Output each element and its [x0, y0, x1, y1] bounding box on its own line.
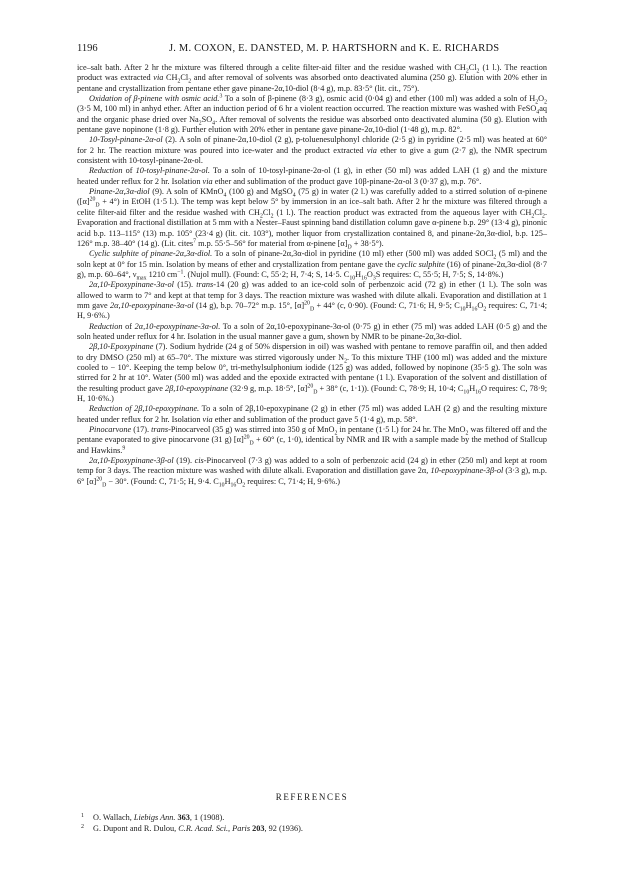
- text-run: requires: C, 71·4; H, 9·6%.): [77, 300, 547, 321]
- text-run: 4: [292, 192, 296, 199]
- text-run: cyclic sulphite: [397, 259, 445, 269]
- text-run: ice–salt bath. After 2 hr the mixture was filtered through a celite filter-aid filter and the residue washed with CH: [77, 63, 466, 72]
- text-run: + 38° (c, 1·1)). (Found: C, 78·9; H, 10·4; C: [317, 383, 464, 393]
- text-run: D: [95, 203, 100, 210]
- text-run: Pinocarvone: [89, 425, 132, 435]
- text-run: 2α,10-epoxypinane-3α-ol: [110, 300, 194, 310]
- text-run: + 44° (c, 0·90). (Found: C, 71·6; H, 9·5; C: [314, 300, 460, 310]
- paragraph: [77, 249, 547, 280]
- running-header: [77, 42, 547, 56]
- text-run: Liebigs Ann.: [133, 813, 176, 822]
- text-run: 2: [493, 254, 497, 261]
- paragraph: [77, 166, 547, 187]
- text-run: via: [202, 414, 213, 424]
- text-run: 2: [483, 306, 487, 313]
- text-run: 3: [372, 275, 376, 282]
- text-run: D: [309, 306, 315, 313]
- text-run: D: [313, 389, 318, 396]
- text-run: (7). Sodium hydride (24 g of 50% dispersion in oil) was washed with pentane to remove paraffin oil, and then added to dry DMSO (250 ml) at 65–70°. The mixture was stirred vigorously under N: [77, 342, 547, 362]
- text-run: 10-epoxypinane-3β-ol: [430, 466, 504, 476]
- text-run: 16: [471, 306, 478, 313]
- text-run: (2). A soln of pinane-2α,10-diol (2 g), p-toluenesulphonyl chloride (2·5 g) in pyridine (2·5 ml) was heated at 60° for 2 hr. The reaction mixture was poured into ice-water and the product extracted: [77, 135, 547, 155]
- text-run: . Evaporation and fractional distillation at 5 mm with a Nester–Faust spinning band distillation column gave α-pinene b.p. 29° (13·4 g), pinonic acid b.p. 113–115° (13) m.p. 105° (23·4 g) (lit. cit. 103°), mother liquor from crystallization contained 8, and pinane-2α,3α-diol, b.p. 125–126° m.p. 38–40° (14 g). (Lit. cites: [77, 207, 547, 248]
- text-run: 10: [459, 306, 466, 313]
- paragraph: [77, 63, 547, 94]
- text-run: requires: C, 71·4; H, 9·6%.): [245, 476, 341, 486]
- text-run: 1210 cm: [146, 269, 178, 279]
- text-run: . (Nujol mull). (Found: C, 55·2; H, 7·4; S, 14·5. C: [183, 269, 350, 279]
- text-run: Reduction: [89, 321, 123, 331]
- text-run: 2: [259, 213, 263, 220]
- text-run: via: [153, 73, 164, 83]
- text-run: -Pinocarveol (35 g) was stirred into 350 g of MnO: [168, 425, 335, 435]
- text-run: 2: [242, 482, 246, 489]
- text-run: -Pinocarveol (7·3 g) was added to a soln of perbenzoic acid (24 g) in ether (250 ml) and kept at room temp for 3 days. The reaction mixture was washed with dilute alkali. Evaporation and distillation gave 2α,: [77, 456, 547, 476]
- paragraph: [77, 425, 547, 456]
- text-run: Reduction of 2β,10-epoxypinane.: [89, 404, 200, 414]
- reference-number: 1: [81, 813, 84, 819]
- text-run: Pinane-2α,3α-diol: [89, 187, 150, 197]
- text-run: 10-tosyl-pinane-2α-ol.: [135, 166, 210, 176]
- paragraph: [77, 94, 547, 135]
- text-run: (32·9 g, m.p. 18·5°, [α]: [228, 383, 308, 393]
- text-run: H: [355, 269, 362, 279]
- text-run: 2: [465, 430, 469, 437]
- paragraph: [77, 342, 547, 404]
- text-run: (3·5 M, 100 ml) in anhyd ether. After an induction period of 6 hr a violent reaction occurred. The reaction mixture was washed with FeSO: [77, 104, 537, 114]
- text-run: 7: [193, 238, 197, 245]
- text-run: To a soln of 2β,10-epoxypinane (2 g) in ether (75 ml) was added LAH (2 g) and the resulting mixture heated under reflux for 2 hr. Isolation: [77, 404, 547, 424]
- text-run: 9: [122, 444, 126, 451]
- text-run: G. Dupont and R. Dulou,: [93, 824, 179, 833]
- text-run: Cl: [180, 73, 189, 83]
- references-heading: REFERENCES: [275, 792, 349, 802]
- text-run: 2β,10-Epoxypinane: [89, 342, 154, 352]
- text-run: O: [366, 269, 373, 279]
- text-run: H: [465, 300, 472, 310]
- text-run: ether and sublimation of the product gave 5 (1·4 g), m.p. 58°.: [212, 414, 418, 424]
- text-run: Cyclic sulphite of pinane-2α,3α-diol.: [89, 249, 213, 259]
- text-run: of: [122, 166, 136, 176]
- paragraph: [77, 404, 547, 425]
- text-run: 20: [307, 382, 314, 389]
- text-run: . To this mixture THF (100 ml) was added and the mixture cooled to − 10°. Keeping the temp below 0°, tri-methylsulphonium iodide (125 g) was added, followed by nopinone (35·5 g). The soln was stirred for 2 hr at 10°. Water (500 ml) was added and the epoxide extracted with pentane (1 l.). Evaporation of the solvent and distillation of the resulting product gave: [77, 352, 547, 393]
- text-run: (1 l.). The reaction product was extracted from the aqueous layer with CH: [273, 207, 532, 217]
- text-run: 2: [198, 120, 202, 127]
- references-list: [77, 812, 547, 834]
- text-run: m.p. 55·5–56° for material from α-pinene [α]: [196, 238, 348, 248]
- text-run: (17).: [131, 425, 152, 435]
- text-run: , 92 (1936).: [264, 824, 303, 833]
- text-run: O requires: C, 78·9; H, 10·6%.): [77, 383, 548, 403]
- text-run: To a soln of β-pinene (8·3 g), osmic acid (0·04 g) and ether (100 ml) was added a soln of H: [222, 94, 536, 104]
- text-run: To a soln of 2α,10-epoxypinane-3α-ol (0·75 g) in ether (75 ml) was added LAH (0·5 g) and the soln heated under reflux for 4 hr. Isolation in the usual manner gave a gum, shown by NMR to be pinane-2α,3α-diol.: [77, 321, 548, 341]
- text-run: 4: [212, 120, 216, 127]
- text-run: . After removal of solvents the residue was absorbed onto deactivated alumina (50 g). Elution with pentane gave nopinone (1·8 g). Further elution with 20% ether in pentane gave pinane-2α,10-diol (1·48 g), m.p. 82°.: [77, 114, 547, 135]
- paragraph: [77, 322, 547, 343]
- text-run: (9). A soln of KMnO: [149, 187, 224, 197]
- text-run: 2: [542, 213, 545, 220]
- text-run: 10-Tosyl-pinane-2α-ol: [89, 135, 163, 145]
- text-run: 10: [349, 275, 356, 282]
- text-run: 2: [334, 430, 338, 437]
- paragraph: [77, 135, 547, 166]
- text-run: To a soln of pinane-2α,3α-diol in pyridine (10 ml) ether (500 ml) was added SOCl: [212, 249, 494, 259]
- text-run: 20: [243, 434, 250, 441]
- text-run: 2: [476, 68, 480, 75]
- text-run: D: [102, 482, 107, 489]
- text-run: 2: [177, 78, 181, 85]
- text-run: 16: [361, 275, 367, 282]
- text-run: 2: [188, 78, 192, 85]
- text-run: 16: [230, 482, 237, 489]
- text-run: 2: [465, 68, 469, 75]
- text-run: 20: [96, 476, 103, 482]
- text-run: −1: [177, 269, 184, 276]
- text-run: SO: [201, 114, 213, 124]
- text-run: 4: [536, 110, 540, 117]
- text-run: was filtered off and the pentane evaporated to give pinocarvone (31 g) [α]: [77, 425, 547, 445]
- text-run: 3: [219, 93, 223, 100]
- text-run: + 38·5°).: [351, 238, 384, 248]
- text-run: (5 ml) and the soln kept at 0° for 15 min. Isolation by means of ether and crystallization from pentane gave the: [77, 249, 547, 269]
- paragraph: [77, 187, 547, 249]
- text-run: 363: [177, 813, 190, 822]
- text-run: O: [538, 94, 545, 104]
- text-run: 4: [223, 192, 227, 199]
- text-run: (14 g), b.p. 70–72° m.p. 15°, [α]: [193, 300, 305, 310]
- text-run: trans: [151, 425, 169, 435]
- text-run: (16) of pinane-2α,3α-diol (8·7 g), m.p. 60–64°, ν: [77, 259, 548, 279]
- text-run: 16: [475, 389, 481, 396]
- text-run: in pentane (1·5 l.) for 24 hr. The MnO: [337, 425, 466, 435]
- text-run: (3·3 g), m.p. 6° [α]: [77, 466, 547, 486]
- text-run: max: [136, 275, 147, 282]
- text-run: 10: [463, 389, 470, 396]
- reference-number: 2: [81, 824, 84, 830]
- text-run: (15).: [173, 280, 197, 290]
- text-run: 2: [544, 99, 547, 106]
- text-run: D: [347, 244, 352, 251]
- text-run: of: [122, 321, 135, 331]
- text-run: 2α,10-Epoxypinane-3β-ol: [89, 456, 174, 466]
- text-run: and after removal of solvents was absorbed onto deactivated alumina (250 g). Elution with 20% ether in pentane and crystallization from pentane ether gave pinane-2α,10-diol (8·4 g), m.p. 83·5° (lit. cit., 75°).: [77, 73, 547, 93]
- text-run: + 4°) in EtOH (1·5 l.). The temp was kept below 5° by immersion in an ice–salt bath. After 2 hr the mixture was filtered through a celite filter-aid filter and the residue washed with CH: [77, 197, 547, 217]
- text-run: 2α,10-epoxypinane-3α-ol.: [134, 321, 221, 331]
- text-run: 2β,10-epoxypinane: [165, 383, 229, 393]
- text-run: − 30°. (Found: C, 71·5; H, 9·4. C: [106, 476, 219, 486]
- text-run: C.R. Acad. Sci., Paris: [178, 824, 251, 833]
- text-run: Cl: [468, 63, 477, 72]
- experimental-text: [77, 63, 547, 487]
- reference-item: [77, 823, 547, 834]
- text-run: (1 l.). The reaction product was extracted: [77, 63, 547, 83]
- text-run: Oxidation of β-pinene with osmic acid.: [89, 94, 220, 104]
- page-number: 1196: [77, 43, 98, 54]
- text-run: 20: [304, 300, 310, 307]
- reference-item: [77, 812, 547, 823]
- text-run: (75 g) in water (2 l.) was carefully added to a stirred solution of α-pinene ([α]: [77, 187, 547, 207]
- text-run: -14 (20 g) was added to an ice-cold soln of perbenzoic acid (72 g) in ether (1 l.). The soln was allowed to warm to 7° and kept at that temp for 3 days. The reaction mixture was washed with dilute alkali. Evaporation and distillation at 1 mm gave: [77, 280, 547, 310]
- text-run: via: [202, 176, 213, 186]
- text-run: CH: [163, 73, 178, 83]
- text-run: H: [469, 383, 476, 393]
- text-run: ether and sublimation of the product gave 10β-pinane-2α-ol 3 (0·37 g), m.p. 76°.: [212, 176, 482, 186]
- text-run: 2: [270, 213, 274, 220]
- text-run: O: [477, 300, 484, 310]
- text-run: 203: [252, 824, 265, 833]
- paragraph: [77, 456, 547, 487]
- text-run: 10: [218, 482, 225, 489]
- text-run: cis: [194, 456, 204, 466]
- text-run: Cl: [534, 207, 543, 217]
- text-run: 2: [344, 358, 348, 365]
- text-run: O: [236, 476, 243, 486]
- text-run: 2: [531, 213, 535, 220]
- text-run: , 1 (1908).: [189, 813, 225, 822]
- paragraph: [77, 280, 547, 321]
- text-run: aq and the organic phase dried over Na: [77, 104, 547, 124]
- text-run: O. Wallach,: [93, 813, 134, 822]
- running-title: J. M. COXON, E. DANSTED, M. P. HARTSHORN and K. E. RICHARDS: [169, 43, 500, 54]
- text-run: D: [249, 441, 254, 448]
- text-run: (19).: [173, 456, 195, 466]
- text-run: To a soln of 10-tosyl-pinane-2α-ol (1 g), in ether (50 ml) was added LAH (1 g) and the mixture heated under reflux for 2 hr. Isolation: [77, 166, 547, 186]
- text-run: via: [366, 145, 377, 155]
- text-run: ether to give a gum (2·7 g), the NMR spectrum consistent with 10-tosyl-pinane-2α-ol.: [77, 145, 547, 166]
- text-run: 20: [89, 196, 96, 203]
- text-run: Cl: [262, 207, 271, 217]
- text-run: trans: [196, 280, 214, 290]
- text-run: H: [224, 476, 231, 486]
- text-run: 2α,10-Epoxypinane-3α-ol: [89, 280, 174, 290]
- text-run: 2: [535, 99, 539, 106]
- text-run: Reduction: [89, 166, 123, 176]
- text-run: (100 g) and MgSO: [226, 187, 293, 197]
- text-run: S requires: C, 55·5; H, 7·5; S, 14·8%.): [375, 269, 504, 279]
- text-run: + 60° (c, 1·0), identical by NMR and IR with a sample made by the method of Stallcup and Hawkins.: [77, 435, 548, 455]
